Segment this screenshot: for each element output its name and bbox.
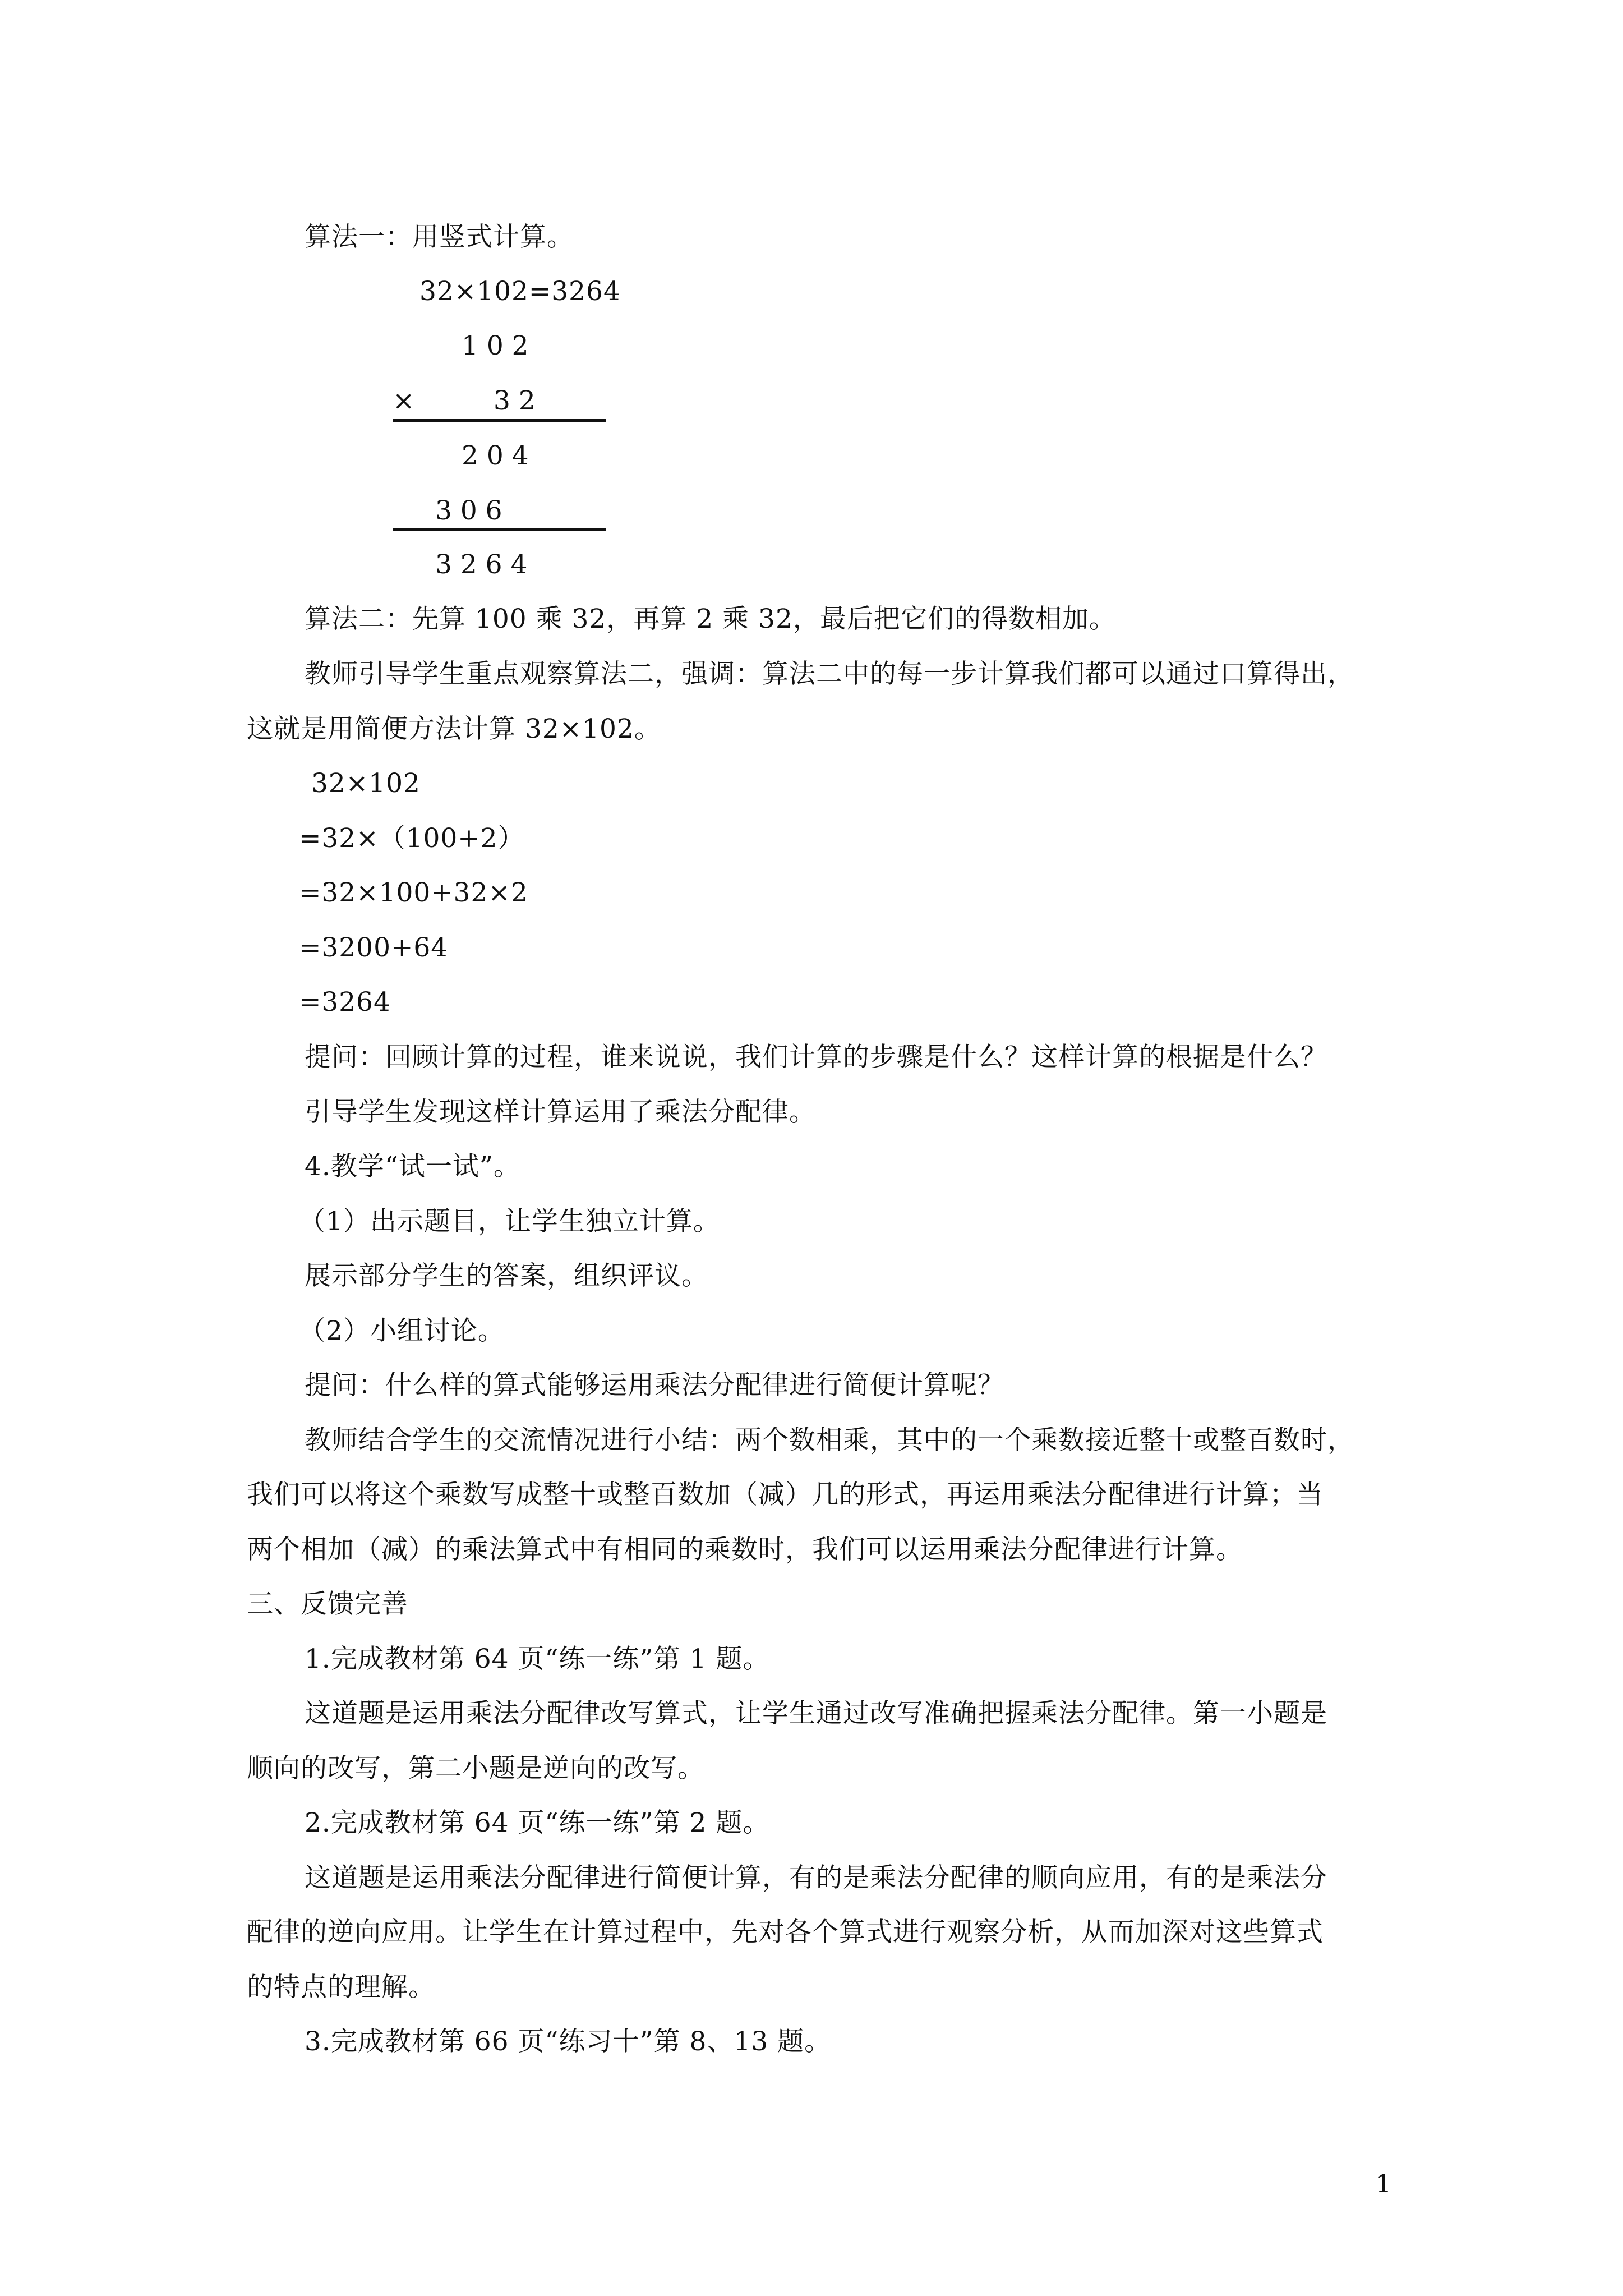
text-line: 这道题是运用乘法分配律进行简便计算，有的是乘法分配律的顺向应用，有的是乘法分: [305, 1862, 1327, 1893]
equation-line: 32×102=3264: [419, 276, 621, 307]
final-product: 3 2 6 4: [435, 549, 528, 580]
text-line: 引导学生发现这样计算运用了乘法分配律。: [305, 1097, 816, 1128]
text-line: 算法二：先算 100 乘 32，再算 2 乘 32，最后把它们的得数相加。: [305, 604, 1116, 634]
section-heading: 三、反馈完善: [247, 1589, 408, 1619]
multiplier: 3 2: [494, 385, 536, 416]
text-line: （1）出示题目，让学生独立计算。: [299, 1206, 720, 1237]
text-line: 顺向的改写，第二小题是逆向的改写。: [247, 1753, 704, 1784]
text-line: 教师引导学生重点观察算法二，强调：算法二中的每一步计算我们都可以通过口算得出，: [305, 659, 1354, 689]
text-line: 展示部分学生的答案，组织评议。: [305, 1260, 708, 1291]
text-line: 的特点的理解。: [247, 1972, 435, 2003]
text-line: 我们可以将这个乘数写成整十或整百数加（减）几的形式，再运用乘法分配律进行计算；当: [247, 1479, 1324, 1510]
text-line: 3.完成教材第 66 页“练习十”第 8、13 题。: [305, 2026, 832, 2057]
text-line: 这道题是运用乘法分配律改写算式，让学生通过改写准确把握乘法分配律。第一小题是: [305, 1698, 1327, 1729]
equation-line: =3264: [299, 987, 391, 1018]
text-line: 1.完成教材第 64 页“练一练”第 1 题。: [305, 1644, 770, 1674]
text-line: 2.完成教材第 64 页“练一练”第 2 题。: [305, 1807, 770, 1838]
text-line: 提问：回顾计算的过程，谁来说说，我们计算的步骤是什么？这样计算的根据是什么？: [305, 1042, 1327, 1073]
text-line: （2）小组讨论。: [299, 1315, 505, 1346]
text-line: 算法一：用竖式计算。: [305, 222, 574, 252]
text-line: 配律的逆向应用。让学生在计算过程中，先对各个算式进行观察分析，从而加深对这些算式: [247, 1917, 1324, 1948]
equation-line: =32×100+32×2: [299, 877, 528, 908]
partial-product: 3 0 6: [435, 495, 502, 526]
equation-line: =3200+64: [299, 932, 449, 963]
multiply-sign: ×: [393, 385, 415, 416]
text-line: 4.教学“试一试”。: [305, 1151, 520, 1182]
page-number: 1: [1376, 2170, 1391, 2198]
multiplicand: 1 0 2: [462, 330, 529, 361]
equation-line: 32×102: [311, 768, 421, 799]
text-line: 这就是用简便方法计算 32×102。: [247, 714, 661, 744]
text-line: 教师结合学生的交流情况进行小结：两个数相乘，其中的一个乘数接近整十或整百数时，: [305, 1425, 1354, 1456]
rule-line: [393, 419, 606, 422]
text-line: 提问：什么样的算式能够运用乘法分配律进行简便计算呢？: [305, 1370, 1004, 1401]
equation-line: =32×（100+2）: [299, 823, 525, 854]
rule-line: [393, 528, 606, 531]
partial-product: 2 0 4: [462, 440, 529, 471]
text-line: 两个相加（减）的乘法算式中有相同的乘数时，我们可以运用乘法分配律进行计算。: [247, 1534, 1243, 1565]
